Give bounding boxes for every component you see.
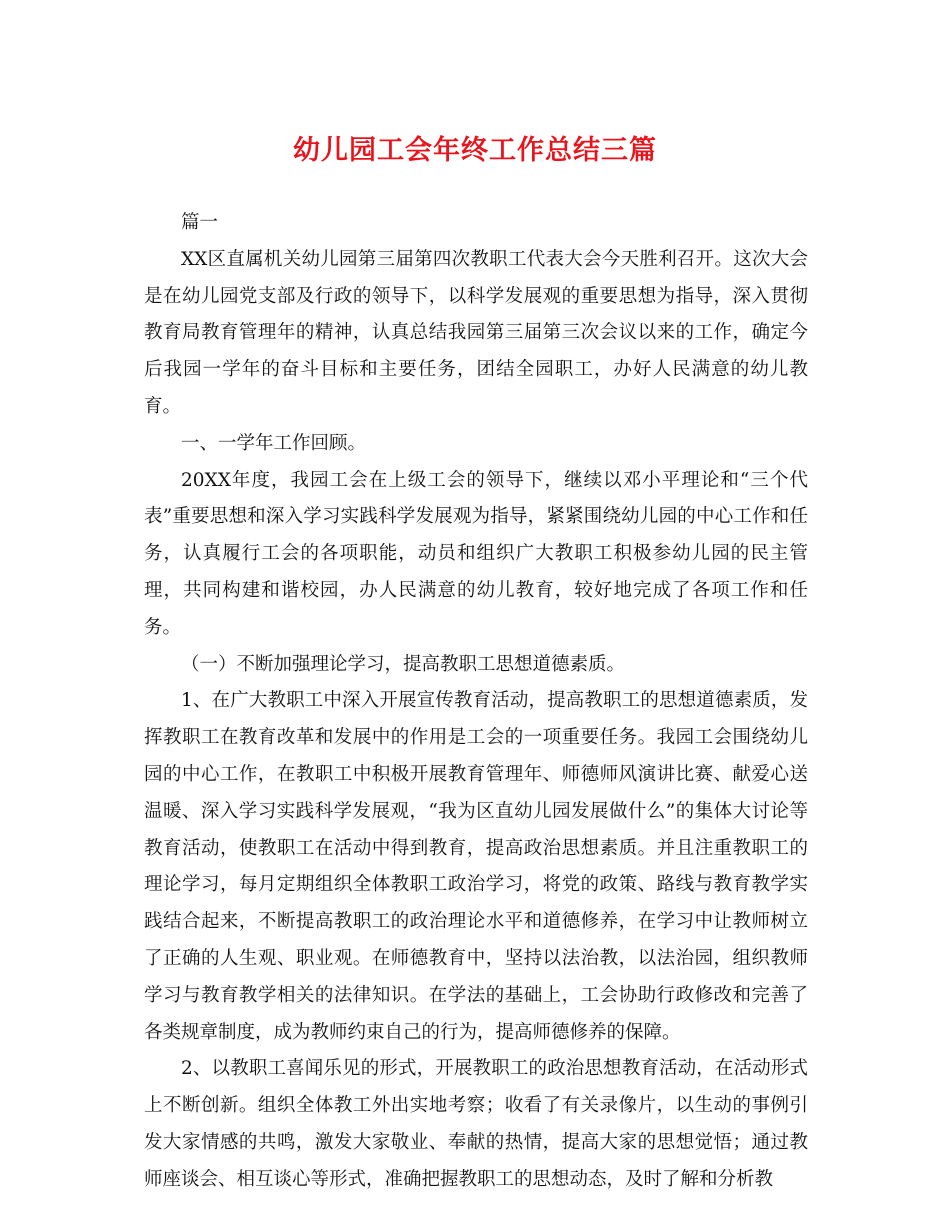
section-heading-part-one: 篇一 (181, 212, 219, 233)
item-paragraph-2: 2、以教职工喜闻乐见的形式，开展教职工的政治思想教育活动，在活动形式上不断创新。组织全体教工外出实地考察；收看了有关录像片，以生动的事例引发大家情感的共鸣，激发大家敬业、奉献的热情，提高大家的思想觉悟；通过教师座谈会、相互谈心等形式，准确把握教职工的思想动态，及时了解和分析教 (144, 1058, 808, 1190)
subsection-heading-theory-study: （一）不断加强理论学习，提高教职工思想道德素质。 (181, 653, 626, 675)
section-heading-review: 一、一学年工作回顾。 (181, 432, 367, 454)
item-paragraph-1: 1、在广大教职工中深入开展宣传教育活动，提高教职工的思想道德素质，发挥教职工在教育改革和发展中的作用是工会的一项重要任务。我园工会围绕幼儿园的中心工作，在教职工中积极开展教育管理年、师德师风演讲比赛、献爱心送温暖、深入学习实践科学发展观，“我为区直幼儿园发展做什么”的集体大讨论等教育活动，使教职工在活动中得到教育，提高政治思想素质。并且注重教职工的理论学习，每月定期组织全体教职工政治学习，将党的政策、路线与教育教学实践结合起来，不断提高教职工的政治理论水平和道德修养，在学习中让教师树立了正确的人生观、职业观。在师德教育中，坚持以法治教，以法治园，组织教师学习与教育教学相关的法律知识。在学法的基础上，工会协助行政修改和完善了各类规章制度，成为教师约束自己的行为，提高师德修养的保障。 (144, 690, 808, 1043)
document-body (144, 205, 808, 1199)
intro-paragraph: XX区直属机关幼儿园第三届第四次教职工代表大会今天胜利召开。这次大会是在幼儿园党支部及行政的领导下，以科学发展观的重要思想为指导，深入贯彻教育局教育管理年的精神，认真总结我园第三届第三次会议以来的工作，确定今后我园一学年的奋斗目标和主要任务，团结全园职工，办好人民满意的幼儿教育。 (144, 248, 808, 417)
document-title: 幼儿园工会年终工作总结三篇 (293, 135, 657, 166)
review-paragraph: 20XX年度，我园工会在上级工会的领导下，继续以邓小平理论和“三个代表”重要思想和深入学习实践科学发展观为指导，紧紧围绕幼儿园的中心工作和任务，认真履行工会的各项职能，动员和组织广大教职工积极参幼儿园的民主管理，共同构建和谐校园，办人民满意的幼儿教育，较好地完成了各项工作和任务。 (144, 469, 808, 638)
